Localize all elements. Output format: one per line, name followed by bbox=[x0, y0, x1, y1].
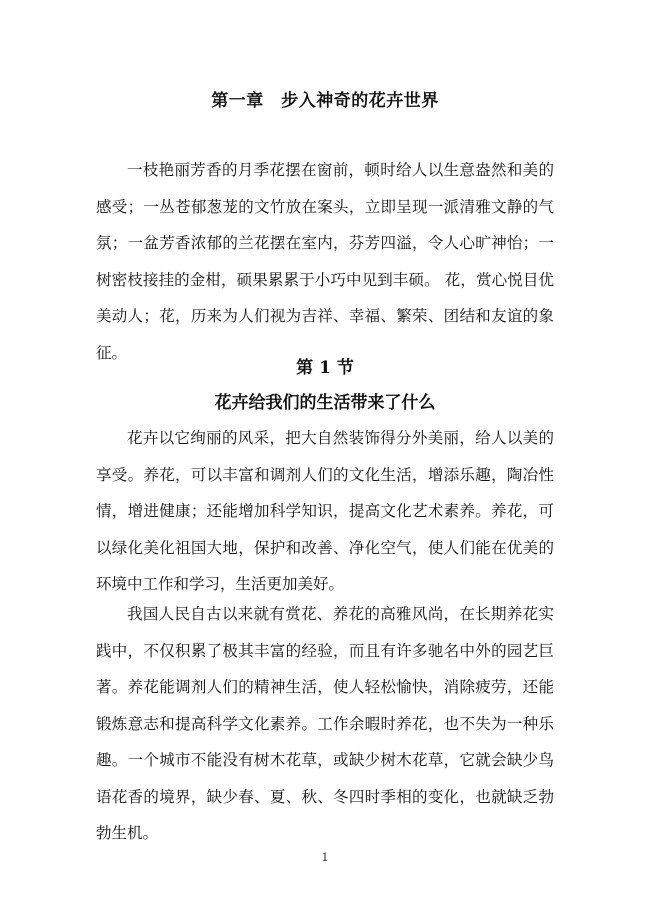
section-paragraph-1: 花卉以它绚丽的风采，把大自然装饰得分外美丽，给人以美的享受。养花，可以丰富和调剂人们的文化生活，增添乐趣，陶冶性情，增进健康；还能增加科学知识，提高文化艺术素养。养花，可以绿化美化祖国大地，保护和改善、净化空气，使人们能在优美的环境中工作和学习，生活更加美好。 bbox=[96, 429, 554, 593]
section-title: 花卉给我们的生活带来了什么 bbox=[214, 393, 436, 413]
page-number: 1 bbox=[321, 851, 329, 864]
section-number: 第 1 节 bbox=[296, 358, 354, 378]
intro-paragraph: 一枝艳丽芳香的月季花摆在窗前，顿时给人以生意盎然和美的感受；一丛苍郁葱茏的文竹放在案头，立即呈现一派清雅文静的气氛；一盆芳香浓郁的兰花摆在室内，芬芳四溢，令人心旷神怡；一树密枝接挂的金柑，硕果累累于小巧中见到丰硕。 花，赏心悦目优美动人；花，历来为人们视为吉祥、幸福、繁荣、团结和友谊的象征。 bbox=[96, 161, 554, 362]
chapter-title: 第一章 步入神奇的花卉世界 bbox=[211, 91, 439, 111]
section-paragraph-2: 我国人民自古以来就有赏花、养花的高雅风尚，在长期养花实践中，不仅积累了极其丰富的经验，而且有许多驰名中外的园艺巨著。养花能调剂人们的精神生活，使人轻松愉快，消除疲劳，还能锻炼意志和提高科学文化素养。工作余暇时养花，也不失为一种乐趣。一个城市不能没有树木花草，或缺少树木花草，它就会缺少鸟语花香的境界，缺少春、夏、秋、冬四时季相的变化，也就缺乏勃勃生机。 bbox=[96, 605, 554, 842]
